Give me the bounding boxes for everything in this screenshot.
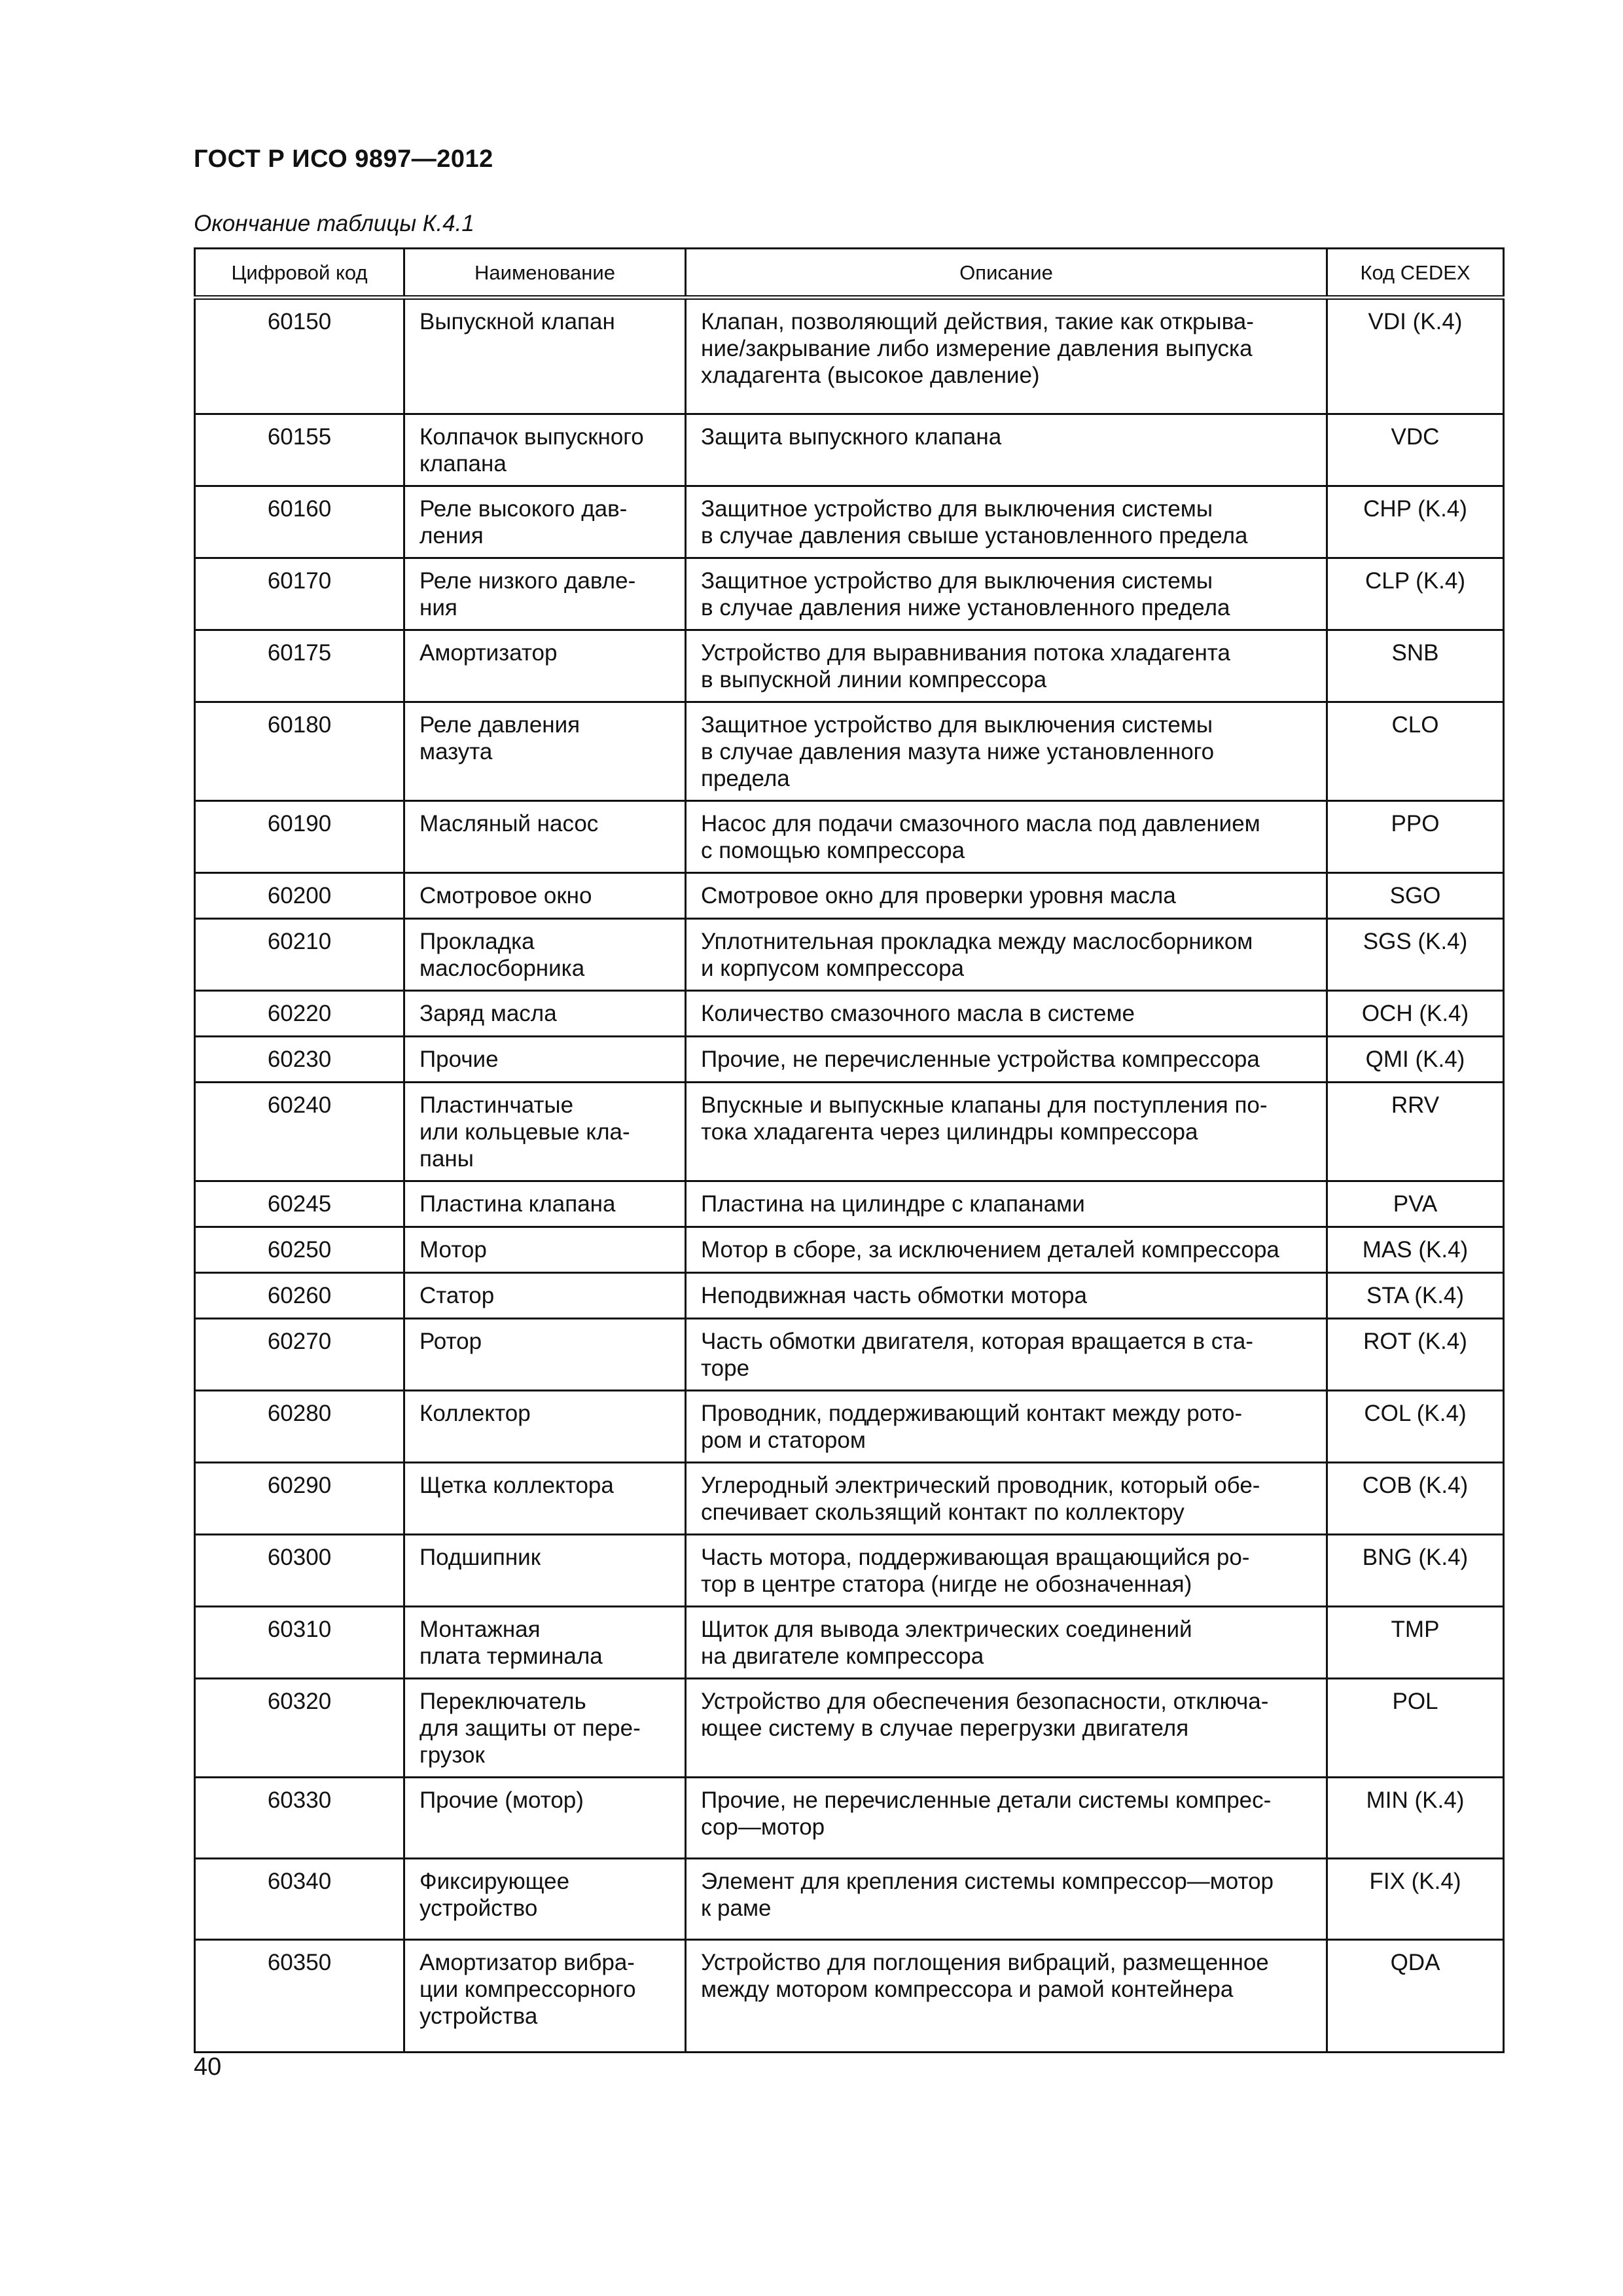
table-row	[195, 1778, 1504, 1859]
cell-code: 60190	[195, 801, 404, 873]
cell-description: Впускные и выпускные клапаны для поступления по- тока хладагента через цилиндры компрессора	[686, 1083, 1327, 1181]
cell-code: 60290	[195, 1463, 404, 1535]
cell-name: Масляный насос	[404, 801, 686, 873]
cell-name: Статор	[404, 1273, 686, 1319]
cell-cedex: PPO	[1327, 801, 1504, 873]
cell-description: Пластина на цилиндре с клапанами	[686, 1181, 1327, 1227]
table-row	[195, 1940, 1504, 2053]
cell-name: Заряд масла	[404, 991, 686, 1037]
cell-description: Устройство для поглощения вибраций, размещенное между мотором компрессора и рамой контейнера	[686, 1940, 1327, 2053]
column-header-name: Наименование	[404, 249, 686, 298]
cell-code: 60250	[195, 1227, 404, 1273]
cell-cedex: MAS (K.4)	[1327, 1227, 1504, 1273]
cell-description: Проводник, поддерживающий контакт между рото- ром и статором	[686, 1391, 1327, 1463]
table-row	[195, 1859, 1504, 1940]
cell-name: Щетка коллектора	[404, 1463, 686, 1535]
cell-code: 60240	[195, 1083, 404, 1181]
cell-description: Количество смазочного масла в системе	[686, 991, 1327, 1037]
cell-description: Часть обмотки двигателя, которая вращается в ста- торе	[686, 1319, 1327, 1391]
cell-cedex: QMI (K.4)	[1327, 1037, 1504, 1083]
cell-description: Защитное устройство для выключения системы в случае давления мазута ниже установленного предела	[686, 702, 1327, 801]
cell-description: Углеродный электрический проводник, который обе- спечивает скользящий контакт по коллектору	[686, 1463, 1327, 1535]
cell-name: Прочие	[404, 1037, 686, 1083]
cell-cedex: CLP (K.4)	[1327, 558, 1504, 630]
table-row	[195, 486, 1504, 558]
cell-code: 60310	[195, 1607, 404, 1679]
cell-code: 60245	[195, 1181, 404, 1227]
cell-code: 60150	[195, 298, 404, 414]
table-row	[195, 991, 1504, 1037]
cell-description: Защита выпускного клапана	[686, 414, 1327, 486]
cell-description: Прочие, не перечисленные устройства компрессора	[686, 1037, 1327, 1083]
column-header-code: Цифровой код	[195, 249, 404, 298]
cell-code: 60160	[195, 486, 404, 558]
table-row	[195, 1391, 1504, 1463]
cell-cedex: ROT (K.4)	[1327, 1319, 1504, 1391]
cell-name: Амортизатор вибра- ции компрессорного устройства	[404, 1940, 686, 2053]
cell-name: Пластина клапана	[404, 1181, 686, 1227]
table-row	[195, 1607, 1504, 1679]
table-body	[195, 298, 1504, 2053]
cell-description: Смотровое окно для проверки уровня масла	[686, 873, 1327, 919]
table-row	[195, 1181, 1504, 1227]
table-row	[195, 630, 1504, 702]
table-row	[195, 414, 1504, 486]
components-table	[194, 247, 1505, 2053]
table-row	[195, 1273, 1504, 1319]
column-header-description: Описание	[686, 249, 1327, 298]
cell-name: Выпускной клапан	[404, 298, 686, 414]
cell-cedex: MIN (K.4)	[1327, 1778, 1504, 1859]
table-row	[195, 873, 1504, 919]
cell-name: Прокладка маслосборника	[404, 919, 686, 991]
table-header	[195, 249, 1504, 298]
cell-code: 60280	[195, 1391, 404, 1463]
cell-name: Переключатель для защиты от пере- грузок	[404, 1679, 686, 1778]
cell-code: 60180	[195, 702, 404, 801]
cell-description: Часть мотора, поддерживающая вращающийся ро- тор в центре статора (нигде не обозначенная)	[686, 1535, 1327, 1607]
table-caption: Окончание таблицы К.4.1	[194, 211, 474, 236]
cell-name: Пластинчатые или кольцевые кла- паны	[404, 1083, 686, 1181]
cell-cedex: BNG (K.4)	[1327, 1535, 1504, 1607]
cell-name: Реле низкого давле- ния	[404, 558, 686, 630]
cell-cedex: CHP (K.4)	[1327, 486, 1504, 558]
cell-cedex: SGO	[1327, 873, 1504, 919]
cell-name: Ротор	[404, 1319, 686, 1391]
cell-cedex: OCH (K.4)	[1327, 991, 1504, 1037]
cell-name: Подшипник	[404, 1535, 686, 1607]
cell-code: 60230	[195, 1037, 404, 1083]
cell-cedex: COB (K.4)	[1327, 1463, 1504, 1535]
cell-cedex: TMP	[1327, 1607, 1504, 1679]
cell-cedex: SGS (K.4)	[1327, 919, 1504, 991]
cell-code: 60330	[195, 1778, 404, 1859]
cell-cedex: RRV	[1327, 1083, 1504, 1181]
cell-description: Щиток для вывода электрических соединений на двигателе компрессора	[686, 1607, 1327, 1679]
cell-cedex: COL (K.4)	[1327, 1391, 1504, 1463]
cell-code: 60170	[195, 558, 404, 630]
cell-name: Колпачок выпускного клапана	[404, 414, 686, 486]
cell-code: 60200	[195, 873, 404, 919]
page-number: 40	[194, 2053, 222, 2081]
table-row	[195, 1037, 1504, 1083]
cell-description: Защитное устройство для выключения системы в случае давления ниже установленного предела	[686, 558, 1327, 630]
cell-description: Защитное устройство для выключения системы в случае давления свыше установленного предела	[686, 486, 1327, 558]
cell-name: Смотровое окно	[404, 873, 686, 919]
cell-description: Клапан, позволяющий действия, такие как открыва- ние/закрывание либо измерение давления выпуска хладагента (высокое давление)	[686, 298, 1327, 414]
cell-cedex: QDA	[1327, 1940, 1504, 2053]
cell-name: Мотор	[404, 1227, 686, 1273]
cell-name: Реле высокого дав- ления	[404, 486, 686, 558]
cell-name: Коллектор	[404, 1391, 686, 1463]
table-row	[195, 801, 1504, 873]
cell-code: 60350	[195, 1940, 404, 2053]
table-row	[195, 1227, 1504, 1273]
table-container	[194, 247, 1503, 2053]
cell-code: 60320	[195, 1679, 404, 1778]
cell-name: Монтажная плата терминала	[404, 1607, 686, 1679]
cell-name: Прочие (мотор)	[404, 1778, 686, 1859]
cell-code: 60260	[195, 1273, 404, 1319]
cell-code: 60220	[195, 991, 404, 1037]
table-row	[195, 1535, 1504, 1607]
cell-description: Мотор в сборе, за исключением деталей компрессора	[686, 1227, 1327, 1273]
cell-code: 60300	[195, 1535, 404, 1607]
cell-cedex: FIX (K.4)	[1327, 1859, 1504, 1940]
table-row	[195, 298, 1504, 414]
cell-description: Уплотнительная прокладка между маслосборником и корпусом компрессора	[686, 919, 1327, 991]
cell-cedex: VDC	[1327, 414, 1504, 486]
table-row	[195, 558, 1504, 630]
cell-code: 60210	[195, 919, 404, 991]
cell-description: Прочие, не перечисленные детали системы компрес- сор—мотор	[686, 1778, 1327, 1859]
cell-name: Фиксирующее устройство	[404, 1859, 686, 1940]
cell-code: 60175	[195, 630, 404, 702]
header-row	[195, 249, 1504, 298]
cell-name: Амортизатор	[404, 630, 686, 702]
cell-code: 60270	[195, 1319, 404, 1391]
cell-description: Устройство для обеспечения безопасности, отключа- ющее систему в случае перегрузки двигателя	[686, 1679, 1327, 1778]
cell-description: Устройство для выравнивания потока хладагента в выпускной линии компрессора	[686, 630, 1327, 702]
cell-cedex: STA (K.4)	[1327, 1273, 1504, 1319]
cell-name: Реле давления мазута	[404, 702, 686, 801]
cell-description: Элемент для крепления системы компрессор—мотор к раме	[686, 1859, 1327, 1940]
cell-cedex: SNB	[1327, 630, 1504, 702]
column-header-cedex: Код CEDEX	[1327, 249, 1504, 298]
cell-description: Неподвижная часть обмотки мотора	[686, 1273, 1327, 1319]
cell-code: 60340	[195, 1859, 404, 1940]
table-row	[195, 1319, 1504, 1391]
cell-cedex: PVA	[1327, 1181, 1504, 1227]
table-row	[195, 1083, 1504, 1181]
table-row	[195, 1679, 1504, 1778]
table-row	[195, 919, 1504, 991]
cell-cedex: POL	[1327, 1679, 1504, 1778]
cell-cedex: CLO	[1327, 702, 1504, 801]
cell-description: Насос для подачи смазочного масла под давлением с помощью компрессора	[686, 801, 1327, 873]
cell-cedex: VDI (K.4)	[1327, 298, 1504, 414]
document-title: ГОСТ Р ИСО 9897—2012	[194, 145, 493, 173]
cell-code: 60155	[195, 414, 404, 486]
table-row	[195, 702, 1504, 801]
table-row	[195, 1463, 1504, 1535]
